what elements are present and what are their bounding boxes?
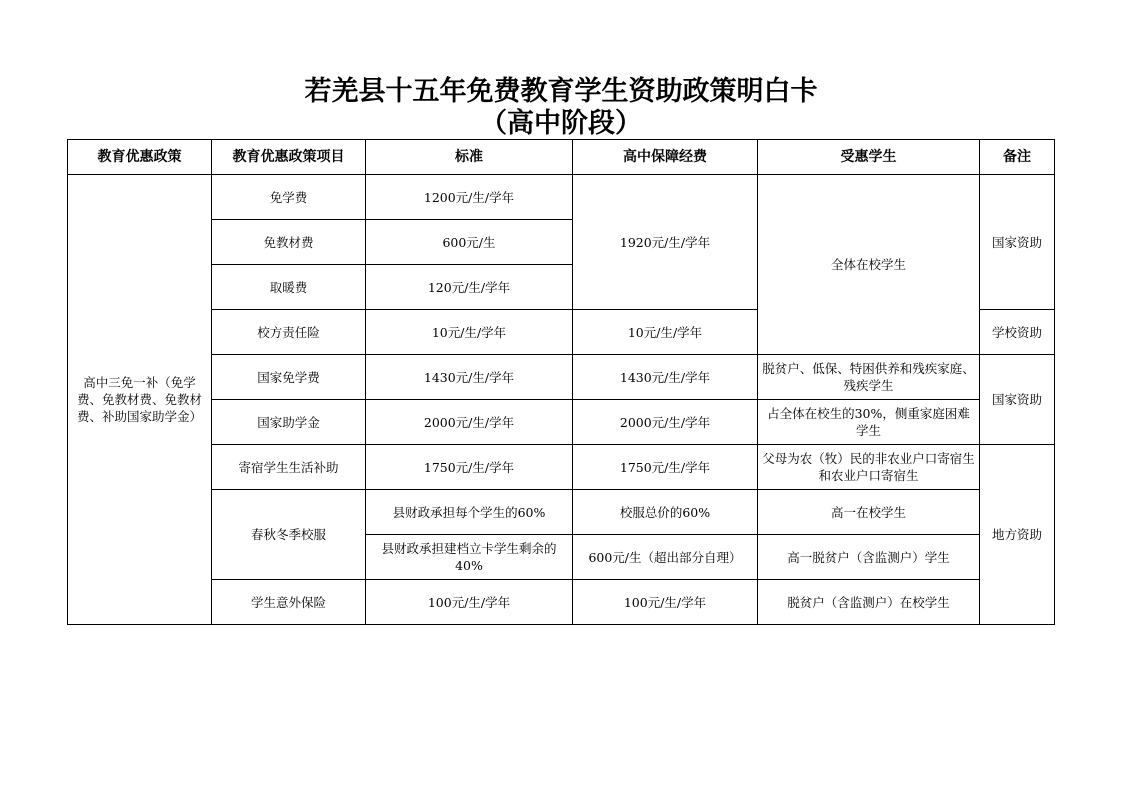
beneficiary-cell: 脱贫户、低保、特困供养和残疾家庭、残疾学生	[758, 355, 980, 400]
page-subtitle: （高中阶段）	[480, 108, 642, 139]
standard-cell: 2000元/生/学年	[366, 400, 573, 445]
funding-merged-cell: 1920元/生/学年	[573, 175, 758, 310]
table-row	[68, 400, 1055, 445]
table-header-row	[68, 140, 1055, 175]
standard-cell: 10元/生/学年	[366, 310, 573, 355]
beneficiary-cell: 脱贫户（含监测户）在校学生	[758, 580, 980, 625]
header-funding: 高中保障经费	[573, 140, 758, 175]
beneficiary-cell: 高一脱贫户（含监测户）学生	[758, 535, 980, 580]
policy-table	[67, 139, 1055, 625]
item-cell: 国家助学金	[212, 400, 366, 445]
table-row	[68, 355, 1055, 400]
standard-cell: 1200元/生/学年	[366, 175, 573, 220]
standard-cell: 100元/生/学年	[366, 580, 573, 625]
note-cell: 学校资助	[980, 310, 1055, 355]
standard-cell: 1430元/生/学年	[366, 355, 573, 400]
table-row	[68, 445, 1055, 490]
funding-cell: 2000元/生/学年	[573, 400, 758, 445]
funding-cell: 100元/生/学年	[573, 580, 758, 625]
beneficiary-cell: 父母为农（牧）民的非农业户口寄宿生和农业户口寄宿生	[758, 445, 980, 490]
standard-cell: 120元/生/学年	[366, 265, 573, 310]
item-cell: 校方责任险	[212, 310, 366, 355]
header-policy: 教育优惠政策	[68, 140, 212, 175]
page-title: 若羌县十五年免费教育学生资助政策明白卡	[304, 76, 818, 107]
funding-cell: 校服总价的60%	[573, 490, 758, 535]
funding-cell: 1750元/生/学年	[573, 445, 758, 490]
standard-cell: 1750元/生/学年	[366, 445, 573, 490]
header-policy-item: 教育优惠政策项目	[212, 140, 366, 175]
beneficiary-cell: 占全体在校生的30%，侧重家庭困难学生	[758, 400, 980, 445]
funding-cell: 600元/生（超出部分自理）	[573, 535, 758, 580]
item-cell: 取暖费	[212, 265, 366, 310]
table-row	[68, 580, 1055, 625]
funding-cell: 1430元/生/学年	[573, 355, 758, 400]
standard-cell: 县财政承担每个学生的60%	[366, 490, 573, 535]
beneficiary-cell: 高一在校学生	[758, 490, 980, 535]
item-cell: 免学费	[212, 175, 366, 220]
note-cell: 地方资助	[980, 445, 1055, 625]
standard-cell: 600元/生	[366, 220, 573, 265]
note-cell: 国家资助	[980, 355, 1055, 445]
standard-cell: 县财政承担建档立卡学生剩余的40%	[366, 535, 573, 580]
table-row	[68, 175, 1055, 220]
policy-group-cell: 高中三免一补（免学费、免教材费、免教材费、补助国家助学金）	[68, 175, 212, 625]
funding-cell: 10元/生/学年	[573, 310, 758, 355]
table-row	[68, 490, 1055, 535]
item-cell: 春秋冬季校服	[212, 490, 366, 580]
beneficiary-merged-cell: 全体在校学生	[758, 175, 980, 355]
item-cell: 学生意外保险	[212, 580, 366, 625]
item-cell: 国家免学费	[212, 355, 366, 400]
header-note: 备注	[980, 140, 1055, 175]
header-beneficiary: 受惠学生	[758, 140, 980, 175]
item-cell: 寄宿学生生活补助	[212, 445, 366, 490]
header-standard: 标准	[366, 140, 573, 175]
item-cell: 免教材费	[212, 220, 366, 265]
note-cell: 国家资助	[980, 175, 1055, 310]
